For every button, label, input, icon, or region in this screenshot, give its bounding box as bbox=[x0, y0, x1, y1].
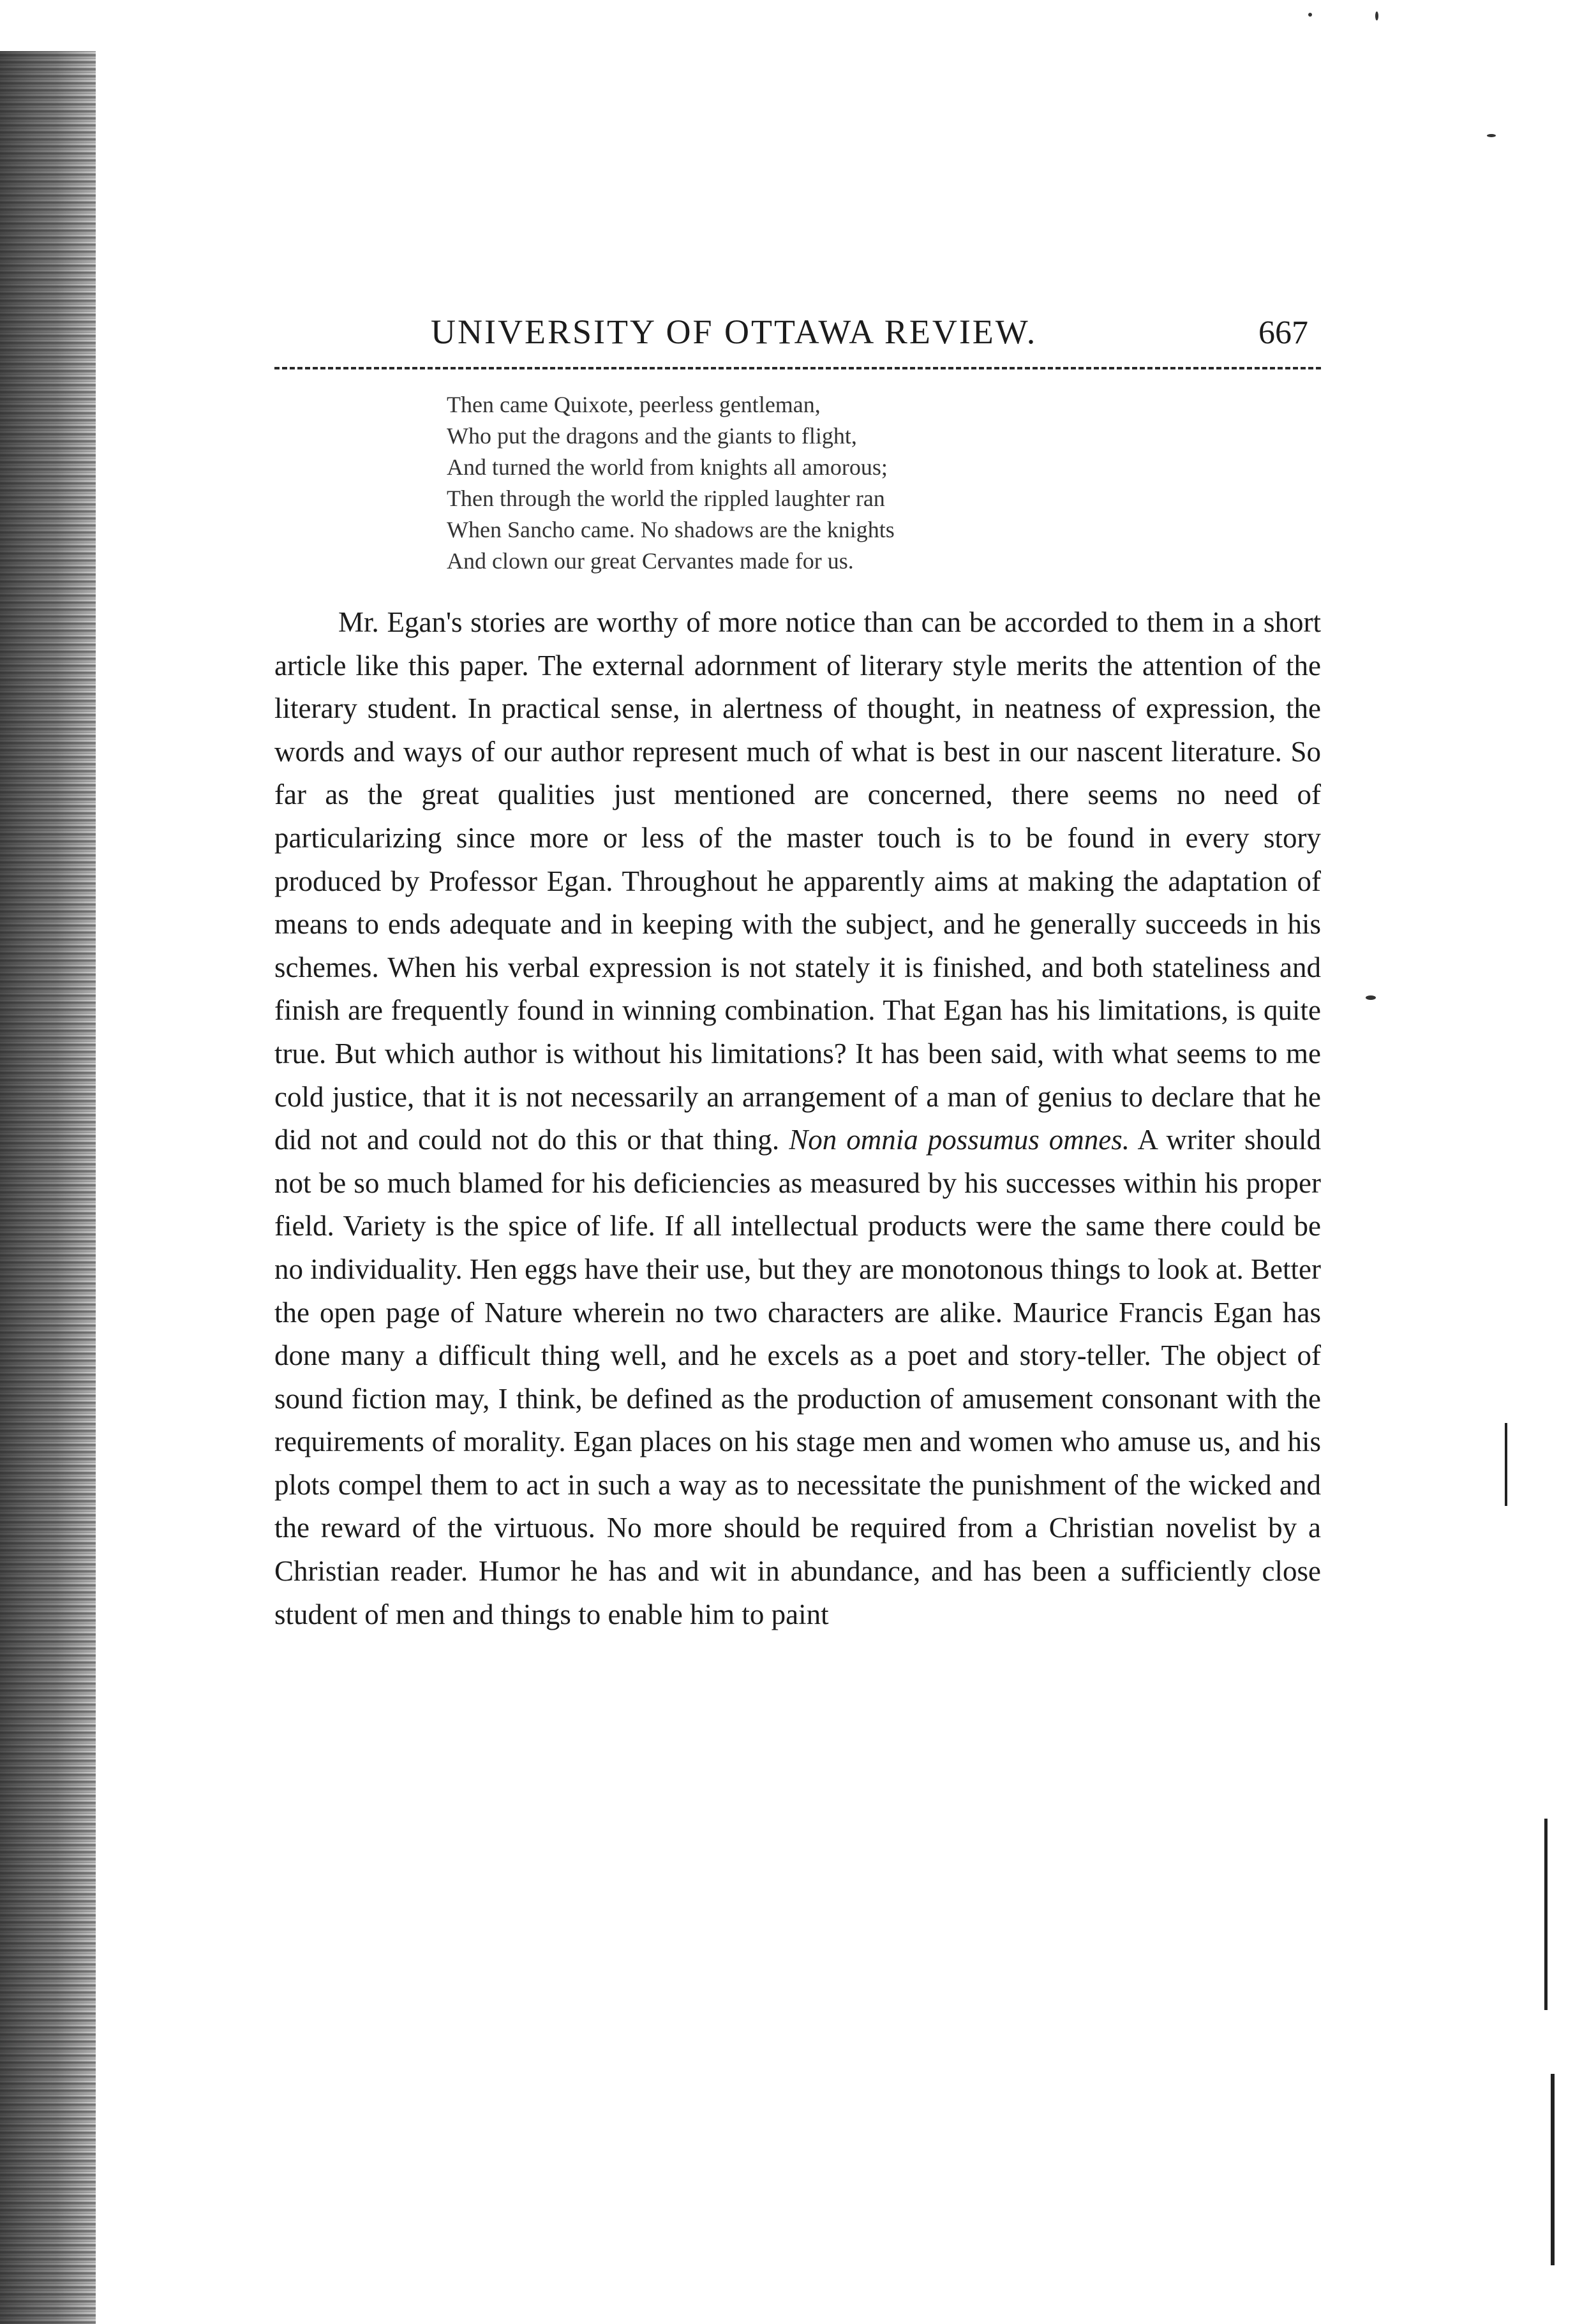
margin-mark bbox=[1505, 1423, 1507, 1506]
verse-line: Then came Quixote, peerless gentleman, bbox=[447, 392, 821, 417]
header-rule bbox=[274, 367, 1321, 369]
paragraph-text-part-2: A writer should not be so much blamed for his deficiencies as measured by his successes within his proper field. Variety is the spice of life. If all intellectual products were the same there could be no individuality. Hen eggs have their use, but they are monotonous things to look at. Better the open page of Nature wherein no two characters are alike. Maurice Francis Egan has done many a difficult thing well, and he excels as a poet and story-teller. The object of sound fiction may, I think, be defined as the production of amusement consonant with the requirements of morality. Egan places on his stage men and women who amuse us, and his plots compel them to act in such a way as to necessitate the punishment of the wicked and the reward of the virtuous. No more should be required from a Christian novelist by a Christian reader. Humor he has and wit in abundance, and has been a sufficiently close student of men and things to enable him to paint bbox=[274, 1124, 1321, 1630]
verse-quotation bbox=[447, 389, 1321, 577]
paragraph-text-part-1: Mr. Egan's stories are worthy of more notice than can be accorded to them in a short article like this paper. The external adornment of literary style merits the attention of the literary student. In practical sense, in alertness of thought, in neatness of expression, the words and ways of our author represent much of what is best in our nascent literature. So far as the great qualities just mentioned are concerned, there seems no need of particularizing since more or less of the master touch is to be found in every story produced by Professor Egan. Throughout he apparently aims at making the adaptation of means to ends adequate and in keeping with the subject, and he generally succeeds in his schemes. When his verbal expression is not stately it is finished, and both stateliness and finish are frequently found in winning combination. That Egan has his limitations, is quite true. But which author is without his limitations? It has been said, with what seems to me cold justice, that it is not necessarily an arrangement of a man of genius to declare that he did not and could not do this or that thing. bbox=[274, 606, 1321, 1156]
scan-speck bbox=[1366, 995, 1376, 1000]
running-head bbox=[274, 313, 1321, 370]
verse-line: Then through the world the rippled laughter ran bbox=[447, 486, 885, 511]
verse-line: And turned the world from knights all amorous; bbox=[447, 454, 888, 480]
page bbox=[274, 313, 1321, 1636]
verse-line: And clown our great Cervantes made for us. bbox=[447, 548, 854, 574]
running-title: UNIVERSITY OF OTTAWA REVIEW. bbox=[431, 313, 1038, 351]
body-paragraph bbox=[274, 601, 1321, 1636]
margin-mark bbox=[1551, 2074, 1555, 2265]
margin-mark bbox=[1544, 1819, 1548, 2010]
verse-line: Who put the dragons and the giants to flight, bbox=[447, 423, 857, 449]
page-number: 667 bbox=[1258, 315, 1308, 351]
latin-quotation: Non omnia possumus omnes. bbox=[789, 1124, 1130, 1156]
scan-speck bbox=[1375, 11, 1378, 20]
scanned-binding-edge bbox=[0, 51, 96, 2324]
scan-speck bbox=[1308, 13, 1312, 17]
scan-speck bbox=[1487, 134, 1496, 137]
verse-line: When Sancho came. No shadows are the knights bbox=[447, 517, 895, 542]
